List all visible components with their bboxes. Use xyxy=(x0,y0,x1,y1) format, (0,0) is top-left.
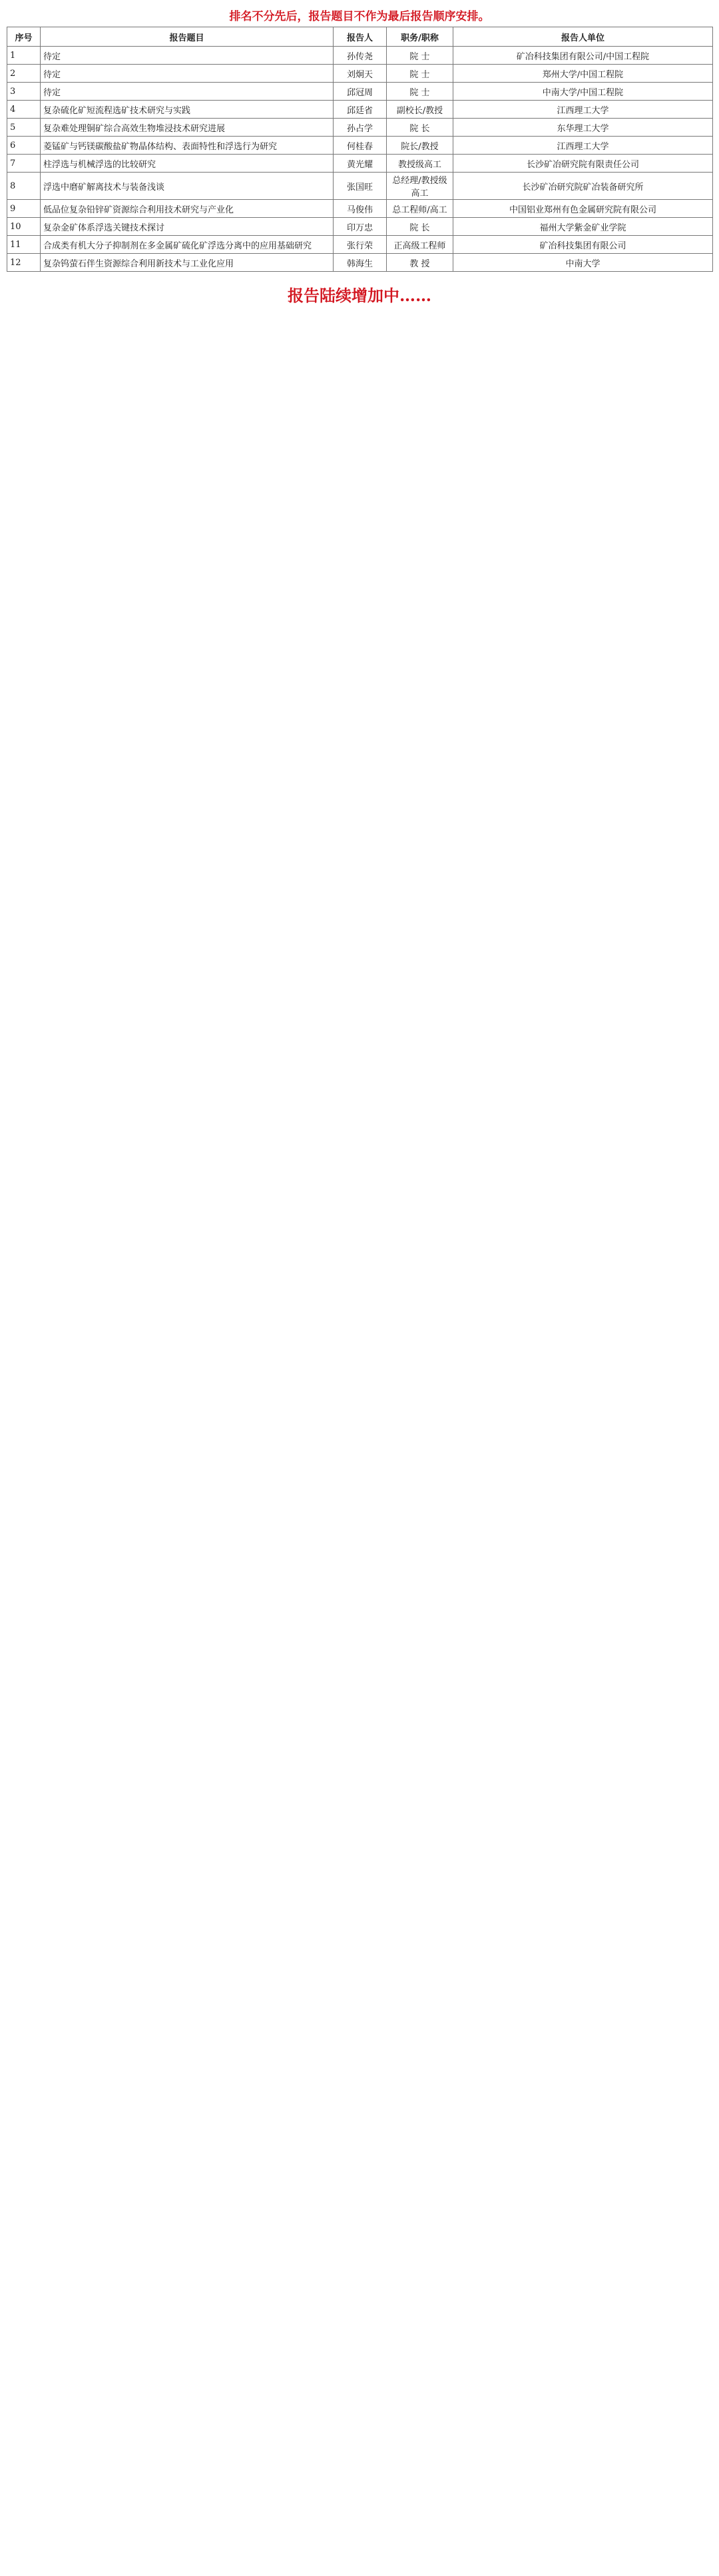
row-number: 6 xyxy=(7,137,41,155)
speaker-position: 总经理/教授级高工 xyxy=(387,173,453,200)
speaker-name: 马俊伟 xyxy=(334,200,387,218)
report-title: 待定 xyxy=(41,83,334,101)
table-row xyxy=(7,173,713,200)
speaker-name: 孙占学 xyxy=(334,119,387,137)
speaker-position: 院 士 xyxy=(387,47,453,65)
row-number: 12 xyxy=(7,254,41,272)
speaker-position: 院 士 xyxy=(387,65,453,83)
page xyxy=(0,0,719,306)
speaker-name: 印万忠 xyxy=(334,218,387,236)
table-row xyxy=(7,218,713,236)
table-row xyxy=(7,83,713,101)
speaker-name: 张行荣 xyxy=(334,236,387,254)
row-number: 8 xyxy=(7,173,41,200)
row-number: 3 xyxy=(7,83,41,101)
speaker-organization: 郑州大学/中国工程院 xyxy=(453,65,713,83)
speaker-position: 副校长/教授 xyxy=(387,101,453,119)
report-title: 浮选中磨矿解离技术与装备浅谈 xyxy=(41,173,334,200)
speaker-name: 黄光耀 xyxy=(334,155,387,173)
speaker-name: 孙传尧 xyxy=(334,47,387,65)
table-row xyxy=(7,65,713,83)
column-header-speaker: 报告人 xyxy=(334,27,387,47)
table-row xyxy=(7,254,713,272)
row-number: 2 xyxy=(7,65,41,83)
speaker-name: 何桂春 xyxy=(334,137,387,155)
speaker-position: 院 长 xyxy=(387,218,453,236)
table-row xyxy=(7,137,713,155)
report-title: 待定 xyxy=(41,47,334,65)
report-title: 低品位复杂铅锌矿资源综合利用技术研究与产业化 xyxy=(41,200,334,218)
column-header-no: 序号 xyxy=(7,27,41,47)
speaker-position: 教 授 xyxy=(387,254,453,272)
speaker-organization: 东华理工大学 xyxy=(453,119,713,137)
speaker-name: 邱廷省 xyxy=(334,101,387,119)
speaker-name: 韩海生 xyxy=(334,254,387,272)
table-row xyxy=(7,236,713,254)
speaker-organization: 长沙矿冶研究院矿冶装备研究所 xyxy=(453,173,713,200)
table-row xyxy=(7,47,713,65)
speaker-position: 教授级高工 xyxy=(387,155,453,173)
speaker-name: 张国旺 xyxy=(334,173,387,200)
footer-note: 报告陆续增加中…… xyxy=(288,286,431,305)
speaker-organization: 长沙矿冶研究院有限责任公司 xyxy=(453,155,713,173)
speaker-position: 院 长 xyxy=(387,119,453,137)
report-title: 菱锰矿与钙镁碳酸盐矿物晶体结构、表面特性和浮选行为研究 xyxy=(41,137,334,155)
speaker-name: 刘炯天 xyxy=(334,65,387,83)
table-row xyxy=(7,119,713,137)
speaker-organization: 中南大学 xyxy=(453,254,713,272)
speaker-organization: 矿冶科技集团有限公司/中国工程院 xyxy=(453,47,713,65)
column-header-title: 报告题目 xyxy=(41,27,334,47)
speaker-organization: 中南大学/中国工程院 xyxy=(453,83,713,101)
report-title: 柱浮选与机械浮选的比较研究 xyxy=(41,155,334,173)
column-header-position: 职务/职称 xyxy=(387,27,453,47)
report-title: 待定 xyxy=(41,65,334,83)
speaker-organization: 中国铝业郑州有色金属研究院有限公司 xyxy=(453,200,713,218)
speaker-position: 正高级工程师 xyxy=(387,236,453,254)
speaker-organization: 江西理工大学 xyxy=(453,101,713,119)
report-title: 复杂金矿体系浮选关键技术探讨 xyxy=(41,218,334,236)
speaker-position: 院长/教授 xyxy=(387,137,453,155)
column-header-org: 报告人单位 xyxy=(453,27,713,47)
row-number: 5 xyxy=(7,119,41,137)
report-title: 复杂钨萤石伴生资源综合利用新技术与工业化应用 xyxy=(41,254,334,272)
row-number: 10 xyxy=(7,218,41,236)
report-title: 复杂难处理铜矿综合高效生物堆浸技术研究进展 xyxy=(41,119,334,137)
report-table xyxy=(7,27,713,272)
table-row xyxy=(7,101,713,119)
report-title: 合成类有机大分子抑制剂在多金属矿硫化矿浮选分离中的应用基础研究 xyxy=(41,236,334,254)
speaker-organization: 矿冶科技集团有限公司 xyxy=(453,236,713,254)
row-number: 4 xyxy=(7,101,41,119)
speaker-position: 院 士 xyxy=(387,83,453,101)
row-number: 7 xyxy=(7,155,41,173)
speaker-organization: 福州大学紫金矿业学院 xyxy=(453,218,713,236)
row-number: 9 xyxy=(7,200,41,218)
report-title: 复杂硫化矿短流程选矿技术研究与实践 xyxy=(41,101,334,119)
table-header-row xyxy=(7,27,713,47)
speaker-position: 总工程师/高工 xyxy=(387,200,453,218)
speaker-name: 邱冠周 xyxy=(334,83,387,101)
table-row xyxy=(7,155,713,173)
row-number: 11 xyxy=(7,236,41,254)
table-row xyxy=(7,200,713,218)
row-number: 1 xyxy=(7,47,41,65)
notice-banner: 排名不分先后，报告题目不作为最后报告顺序安排。 xyxy=(229,10,490,23)
speaker-organization: 江西理工大学 xyxy=(453,137,713,155)
